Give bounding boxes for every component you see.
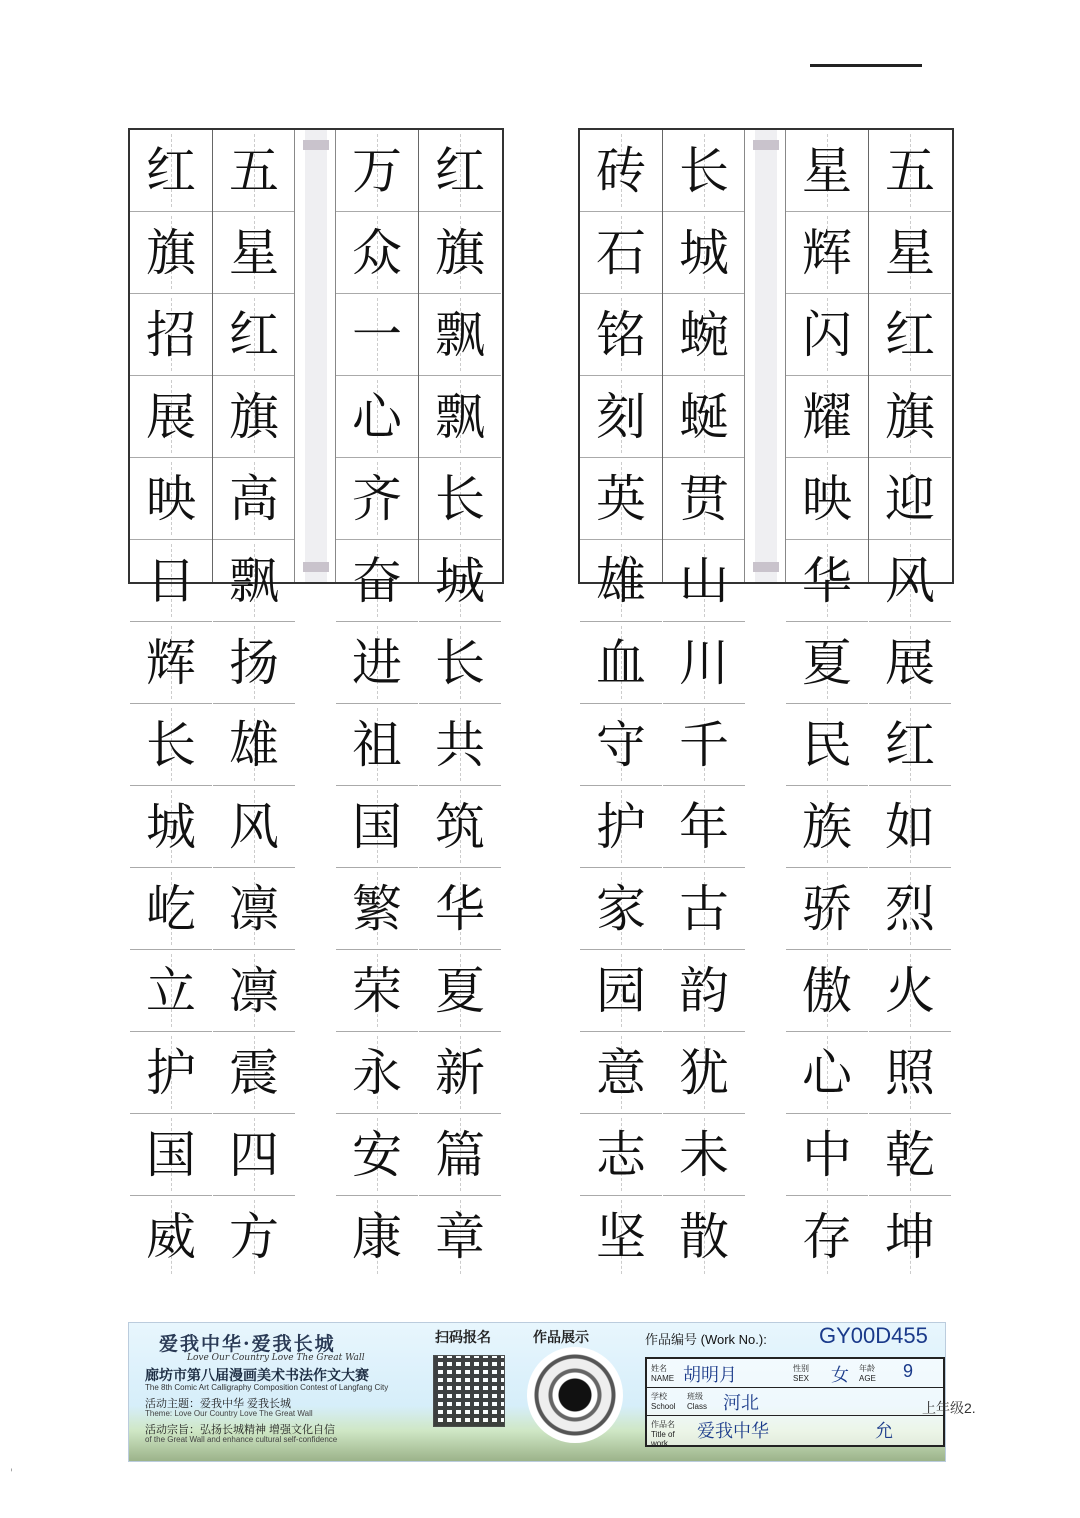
grid-cell <box>336 376 418 458</box>
handwritten-character: 安 <box>352 1125 402 1184</box>
handwritten-character: 震 <box>229 1043 279 1102</box>
handwritten-character: 华 <box>802 551 852 610</box>
handwritten-character: 众 <box>352 223 402 282</box>
handwritten-character: 康 <box>352 1208 402 1266</box>
grid-cell <box>580 212 662 294</box>
column-2 <box>212 130 295 1266</box>
handwritten-character: 贯 <box>679 469 729 528</box>
grid-cell <box>663 704 745 786</box>
school-label: 学校 School <box>651 1392 676 1411</box>
grid-cell <box>336 294 418 376</box>
grid-cell <box>130 294 212 376</box>
grid-cell <box>419 540 501 622</box>
column-8 <box>868 130 951 1266</box>
grid-cell <box>786 458 868 540</box>
name-value: 胡明月 <box>683 1365 737 1385</box>
grid-cell <box>213 294 295 376</box>
handwritten-character: 永 <box>352 1043 402 1102</box>
handwritten-character: 凛 <box>229 879 279 938</box>
grid-cell <box>663 950 745 1032</box>
school-value: 河北 <box>723 1393 759 1413</box>
handwritten-character: 共 <box>435 715 485 774</box>
grid-cell <box>419 704 501 786</box>
age-label: 年龄 AGE <box>859 1364 876 1383</box>
handwritten-character: 辉 <box>802 223 852 282</box>
scan-speck: ' <box>10 1468 13 1479</box>
grid-cell <box>213 868 295 950</box>
handwritten-character: 五 <box>229 141 279 200</box>
handwritten-character: 红 <box>885 715 935 774</box>
grid-cell <box>419 1032 501 1114</box>
handwritten-character: 护 <box>146 1043 196 1102</box>
grid-cell <box>419 376 501 458</box>
grid-cell <box>130 950 212 1032</box>
grid-cell <box>336 868 418 950</box>
handwritten-character: 夏 <box>802 633 852 692</box>
grid-cell <box>130 868 212 950</box>
grid-cell <box>336 212 418 294</box>
handwritten-character: 进 <box>352 633 402 692</box>
grid-cell <box>786 622 868 704</box>
column-3 <box>336 130 418 1266</box>
grid-cell <box>419 868 501 950</box>
grid-cell <box>869 950 951 1032</box>
grid-cell <box>786 376 868 458</box>
handwritten-character: 乾 <box>885 1125 935 1184</box>
contest-title-english: The 8th Comic Art Calligraphy Composition Contest of Langfang City <box>145 1383 389 1392</box>
grid-cell <box>663 1114 745 1196</box>
handwritten-character: 石 <box>596 223 646 282</box>
handwritten-character: 雄 <box>596 551 646 610</box>
handwritten-character: 旗 <box>885 387 935 446</box>
handwritten-character: 星 <box>885 223 935 282</box>
grid-cell <box>130 1032 212 1114</box>
grid-cell <box>580 704 662 786</box>
handwritten-character: 长 <box>435 633 485 692</box>
grid-cell <box>786 950 868 1032</box>
work-number: GY00D455 <box>819 1323 928 1348</box>
grid-cell <box>130 376 212 458</box>
mini-program-code-icon[interactable] <box>527 1347 623 1443</box>
grid-cell <box>869 458 951 540</box>
handwritten-character: 飘 <box>435 387 485 446</box>
handwritten-character: 城 <box>435 551 485 610</box>
grid-cell <box>336 1114 418 1196</box>
handwritten-character: 城 <box>146 797 196 856</box>
grid-cell <box>213 704 295 786</box>
grid-cell <box>869 130 951 212</box>
handwritten-character: 长 <box>435 469 485 528</box>
handwritten-character: 招 <box>146 305 196 364</box>
handwritten-character: 篇 <box>435 1125 485 1184</box>
handwritten-character: 意 <box>596 1043 646 1102</box>
grid-cell <box>213 540 295 622</box>
handwritten-character: 中 <box>802 1125 852 1184</box>
handwritten-character: 祖 <box>352 715 402 774</box>
handwritten-character: 星 <box>229 223 279 282</box>
handwritten-character: 迎 <box>885 469 935 528</box>
grid-cell <box>336 540 418 622</box>
gender-value: 女 <box>831 1365 849 1385</box>
column-7 <box>786 130 868 1266</box>
calligraphy-sheet-left <box>128 128 504 1266</box>
handwritten-character: 族 <box>802 797 852 856</box>
grid-cell <box>869 786 951 868</box>
handwritten-character: 年 <box>679 797 729 856</box>
handwritten-character: 凛 <box>229 961 279 1020</box>
grid-cell <box>130 1196 212 1278</box>
handwritten-character: 华 <box>435 879 485 938</box>
top-pen-mark <box>810 64 922 67</box>
grid-cell <box>663 294 745 376</box>
column-4 <box>418 130 501 1266</box>
grid-cell <box>580 294 662 376</box>
handwritten-character: 万 <box>352 141 402 200</box>
grid-cell <box>213 1196 295 1278</box>
handwritten-character: 屹 <box>146 879 196 938</box>
handwritten-character: 风 <box>229 797 279 856</box>
grid-cell <box>580 1196 662 1278</box>
handwritten-character: 存 <box>802 1208 852 1266</box>
grid-cell <box>130 622 212 704</box>
theme-line: 活动主题：爱我中华 爱我长城 <box>145 1398 292 1410</box>
grid-cell <box>419 950 501 1032</box>
handwritten-character: 四 <box>229 1125 279 1184</box>
handwritten-character: 映 <box>802 469 852 528</box>
handwritten-character: 心 <box>352 387 402 446</box>
grid-cell <box>130 704 212 786</box>
handwritten-character: 立 <box>146 961 196 1020</box>
handwritten-character: 高 <box>229 469 279 528</box>
scan-register-label: 扫码报名 <box>435 1329 491 1345</box>
grid-cell <box>580 540 662 622</box>
handwritten-character: 未 <box>679 1125 729 1184</box>
grid-cell <box>663 1032 745 1114</box>
entry-info-form <box>645 1357 945 1447</box>
grid-cell <box>580 1032 662 1114</box>
grid-cell <box>419 1114 501 1196</box>
qr-code-icon[interactable] <box>433 1355 505 1427</box>
grid-cell <box>869 622 951 704</box>
grid-cell <box>786 540 868 622</box>
handwritten-character: 川 <box>679 633 729 692</box>
grid-cell <box>663 458 745 540</box>
grid-cell <box>419 1196 501 1278</box>
grid-cell <box>663 786 745 868</box>
works-showcase-label: 作品展示 <box>533 1329 589 1345</box>
grid-cell <box>786 294 868 376</box>
grid-cell <box>580 130 662 212</box>
handwritten-character: 扬 <box>229 633 279 692</box>
handwritten-character: 辉 <box>146 633 196 692</box>
handwritten-character: 筑 <box>435 797 485 856</box>
grid-cell <box>213 130 295 212</box>
grid-cell <box>336 786 418 868</box>
grid-cell <box>336 950 418 1032</box>
grid-cell <box>869 540 951 622</box>
grid-cell <box>213 212 295 294</box>
grid-cell <box>213 458 295 540</box>
handwritten-character: 繁 <box>352 879 402 938</box>
grid-cell <box>663 540 745 622</box>
slogan-english: Love Our Country Love The Great Wall <box>187 1353 365 1363</box>
handwritten-character: 展 <box>885 633 935 692</box>
handwritten-character: 城 <box>679 223 729 282</box>
grid-cell <box>580 950 662 1032</box>
teacher-value: 允 <box>875 1421 893 1441</box>
handwritten-character: 展 <box>146 387 196 446</box>
handwritten-character: 古 <box>679 879 729 938</box>
contest-title: 廊坊市第八届漫画美术书法作文大赛 <box>145 1367 369 1383</box>
grid-cell <box>130 1114 212 1196</box>
grid-cell <box>869 1114 951 1196</box>
grid-cell <box>419 294 501 376</box>
age-value: 9 <box>903 1361 914 1381</box>
column-6 <box>662 130 745 1266</box>
grid-cell <box>869 1032 951 1114</box>
handwritten-character: 夏 <box>435 961 485 1020</box>
handwritten-character: 蜒 <box>679 387 729 446</box>
handwritten-character: 照 <box>885 1043 935 1102</box>
grid-cell <box>336 622 418 704</box>
grid-cell <box>786 130 868 212</box>
handwritten-character: 奋 <box>352 551 402 610</box>
grid-cell <box>130 458 212 540</box>
grid-cell <box>786 1114 868 1196</box>
grid-cell <box>869 868 951 950</box>
handwritten-character: 韵 <box>679 961 729 1020</box>
handwritten-character: 火 <box>885 961 935 1020</box>
handwritten-character: 坚 <box>596 1208 646 1266</box>
calligraphy-sheet-right <box>578 128 954 1266</box>
grid-cell <box>130 540 212 622</box>
handwritten-character: 山 <box>679 551 729 610</box>
handwritten-character: 红 <box>146 141 196 200</box>
purpose-english: of the Great Wall and enhance cultural self-confidence <box>145 1435 338 1444</box>
handwritten-character: 旗 <box>435 223 485 282</box>
handwritten-character: 烈 <box>885 879 935 938</box>
work-number-label: 作品编号 (Work No.): <box>645 1332 767 1347</box>
grid-cell <box>419 130 501 212</box>
handwritten-character: 五 <box>885 141 935 200</box>
grid-cell <box>213 950 295 1032</box>
grid-cell <box>869 212 951 294</box>
handwritten-character: 飘 <box>435 305 485 364</box>
handwritten-character: 齐 <box>352 469 402 528</box>
grid-cell <box>786 868 868 950</box>
grid-cell <box>336 458 418 540</box>
handwritten-character: 红 <box>885 305 935 364</box>
grid-cell <box>213 1032 295 1114</box>
grid-cell <box>869 294 951 376</box>
handwritten-character: 蜿 <box>679 305 729 364</box>
handwritten-character: 护 <box>596 797 646 856</box>
handwritten-character: 刻 <box>596 387 646 446</box>
grid-cell <box>580 868 662 950</box>
handwritten-character: 风 <box>885 551 935 610</box>
handwritten-character: 日 <box>146 551 196 610</box>
handwritten-character: 方 <box>229 1208 279 1266</box>
grid-cell <box>869 704 951 786</box>
grid-cell <box>419 622 501 704</box>
slogan: 爱我中华·爱我长城 <box>159 1333 336 1355</box>
handwritten-character: 骄 <box>802 879 852 938</box>
handwritten-character: 长 <box>146 715 196 774</box>
handwritten-character: 耀 <box>802 387 852 446</box>
grid-cell <box>663 376 745 458</box>
grid-cell <box>213 376 295 458</box>
theme-english: Theme: Love Our Country Love The Great Wall <box>145 1409 313 1418</box>
handwritten-character: 散 <box>679 1208 729 1266</box>
gender-label: 性别 SEX <box>793 1364 810 1383</box>
grid-cell <box>419 212 501 294</box>
handwritten-character: 如 <box>885 797 935 856</box>
class-label: 班级 Class <box>687 1392 708 1411</box>
contest-banner <box>128 1322 946 1462</box>
handwritten-character: 红 <box>229 305 279 364</box>
purpose-line: 活动宗旨：弘扬长城精神 增强文化自信 <box>145 1424 336 1436</box>
handwritten-character: 傲 <box>802 961 852 1020</box>
grid-cell <box>869 376 951 458</box>
grid-cell <box>130 786 212 868</box>
grid-cell <box>786 786 868 868</box>
grid-cell <box>663 1196 745 1278</box>
handwritten-character: 荣 <box>352 961 402 1020</box>
grid-cell <box>580 376 662 458</box>
grid-cell <box>663 130 745 212</box>
grid-cell <box>786 704 868 786</box>
handwritten-character: 铭 <box>596 305 646 364</box>
handwritten-character: 旗 <box>229 387 279 446</box>
grid-cell <box>869 1196 951 1278</box>
grid-cell <box>336 1196 418 1278</box>
grid-cell <box>213 1114 295 1196</box>
grid-cell <box>663 868 745 950</box>
handwritten-character: 坤 <box>885 1208 935 1266</box>
grid-cell <box>336 130 418 212</box>
handwritten-character: 闪 <box>802 305 852 364</box>
grade-note: 上年级2. <box>922 1400 976 1416</box>
grid-cell <box>580 786 662 868</box>
grid-cell <box>786 212 868 294</box>
handwritten-character: 血 <box>596 633 646 692</box>
handwritten-character: 家 <box>596 879 646 938</box>
grid-cell <box>213 786 295 868</box>
grid-cell <box>130 212 212 294</box>
column-5 <box>580 130 662 1266</box>
handwritten-character: 英 <box>596 469 646 528</box>
handwritten-character: 园 <box>596 961 646 1020</box>
handwritten-character: 一 <box>352 305 402 364</box>
grid-cell <box>336 1032 418 1114</box>
grid-cell <box>580 1114 662 1196</box>
handwritten-character: 国 <box>352 797 402 856</box>
grid-cell <box>663 212 745 294</box>
handwritten-character: 星 <box>802 141 852 200</box>
grid-cell <box>786 1032 868 1114</box>
handwritten-character: 映 <box>146 469 196 528</box>
title-value: 爱我中华 <box>697 1421 769 1441</box>
grid-cell <box>130 130 212 212</box>
handwritten-character: 心 <box>802 1043 852 1102</box>
handwritten-character: 新 <box>435 1043 485 1102</box>
handwritten-character: 旗 <box>146 223 196 282</box>
handwritten-character: 民 <box>802 715 852 774</box>
handwritten-character: 红 <box>435 141 485 200</box>
handwritten-character: 守 <box>596 715 646 774</box>
handwritten-character: 飘 <box>229 551 279 610</box>
grid-cell <box>663 622 745 704</box>
handwritten-character: 威 <box>146 1208 196 1266</box>
grid-cell <box>786 1196 868 1278</box>
grid-cell <box>213 622 295 704</box>
handwritten-character: 犹 <box>679 1043 729 1102</box>
grid-cell <box>580 458 662 540</box>
handwritten-character: 志 <box>596 1125 646 1184</box>
handwritten-character: 千 <box>679 715 729 774</box>
handwritten-character: 长 <box>679 141 729 200</box>
title-label: 作品名 Title of work <box>651 1420 675 1448</box>
grid-cell <box>419 786 501 868</box>
column-1 <box>130 130 212 1266</box>
handwritten-character: 雄 <box>229 715 279 774</box>
handwritten-character: 国 <box>146 1125 196 1184</box>
name-label: 姓名 NAME <box>651 1364 675 1383</box>
fold-strip <box>294 130 336 582</box>
handwritten-character: 章 <box>435 1208 485 1266</box>
grid-cell <box>336 704 418 786</box>
handwritten-character: 砖 <box>596 141 646 200</box>
grid-cell <box>419 458 501 540</box>
grid-cell <box>580 622 662 704</box>
fold-strip <box>744 130 786 582</box>
